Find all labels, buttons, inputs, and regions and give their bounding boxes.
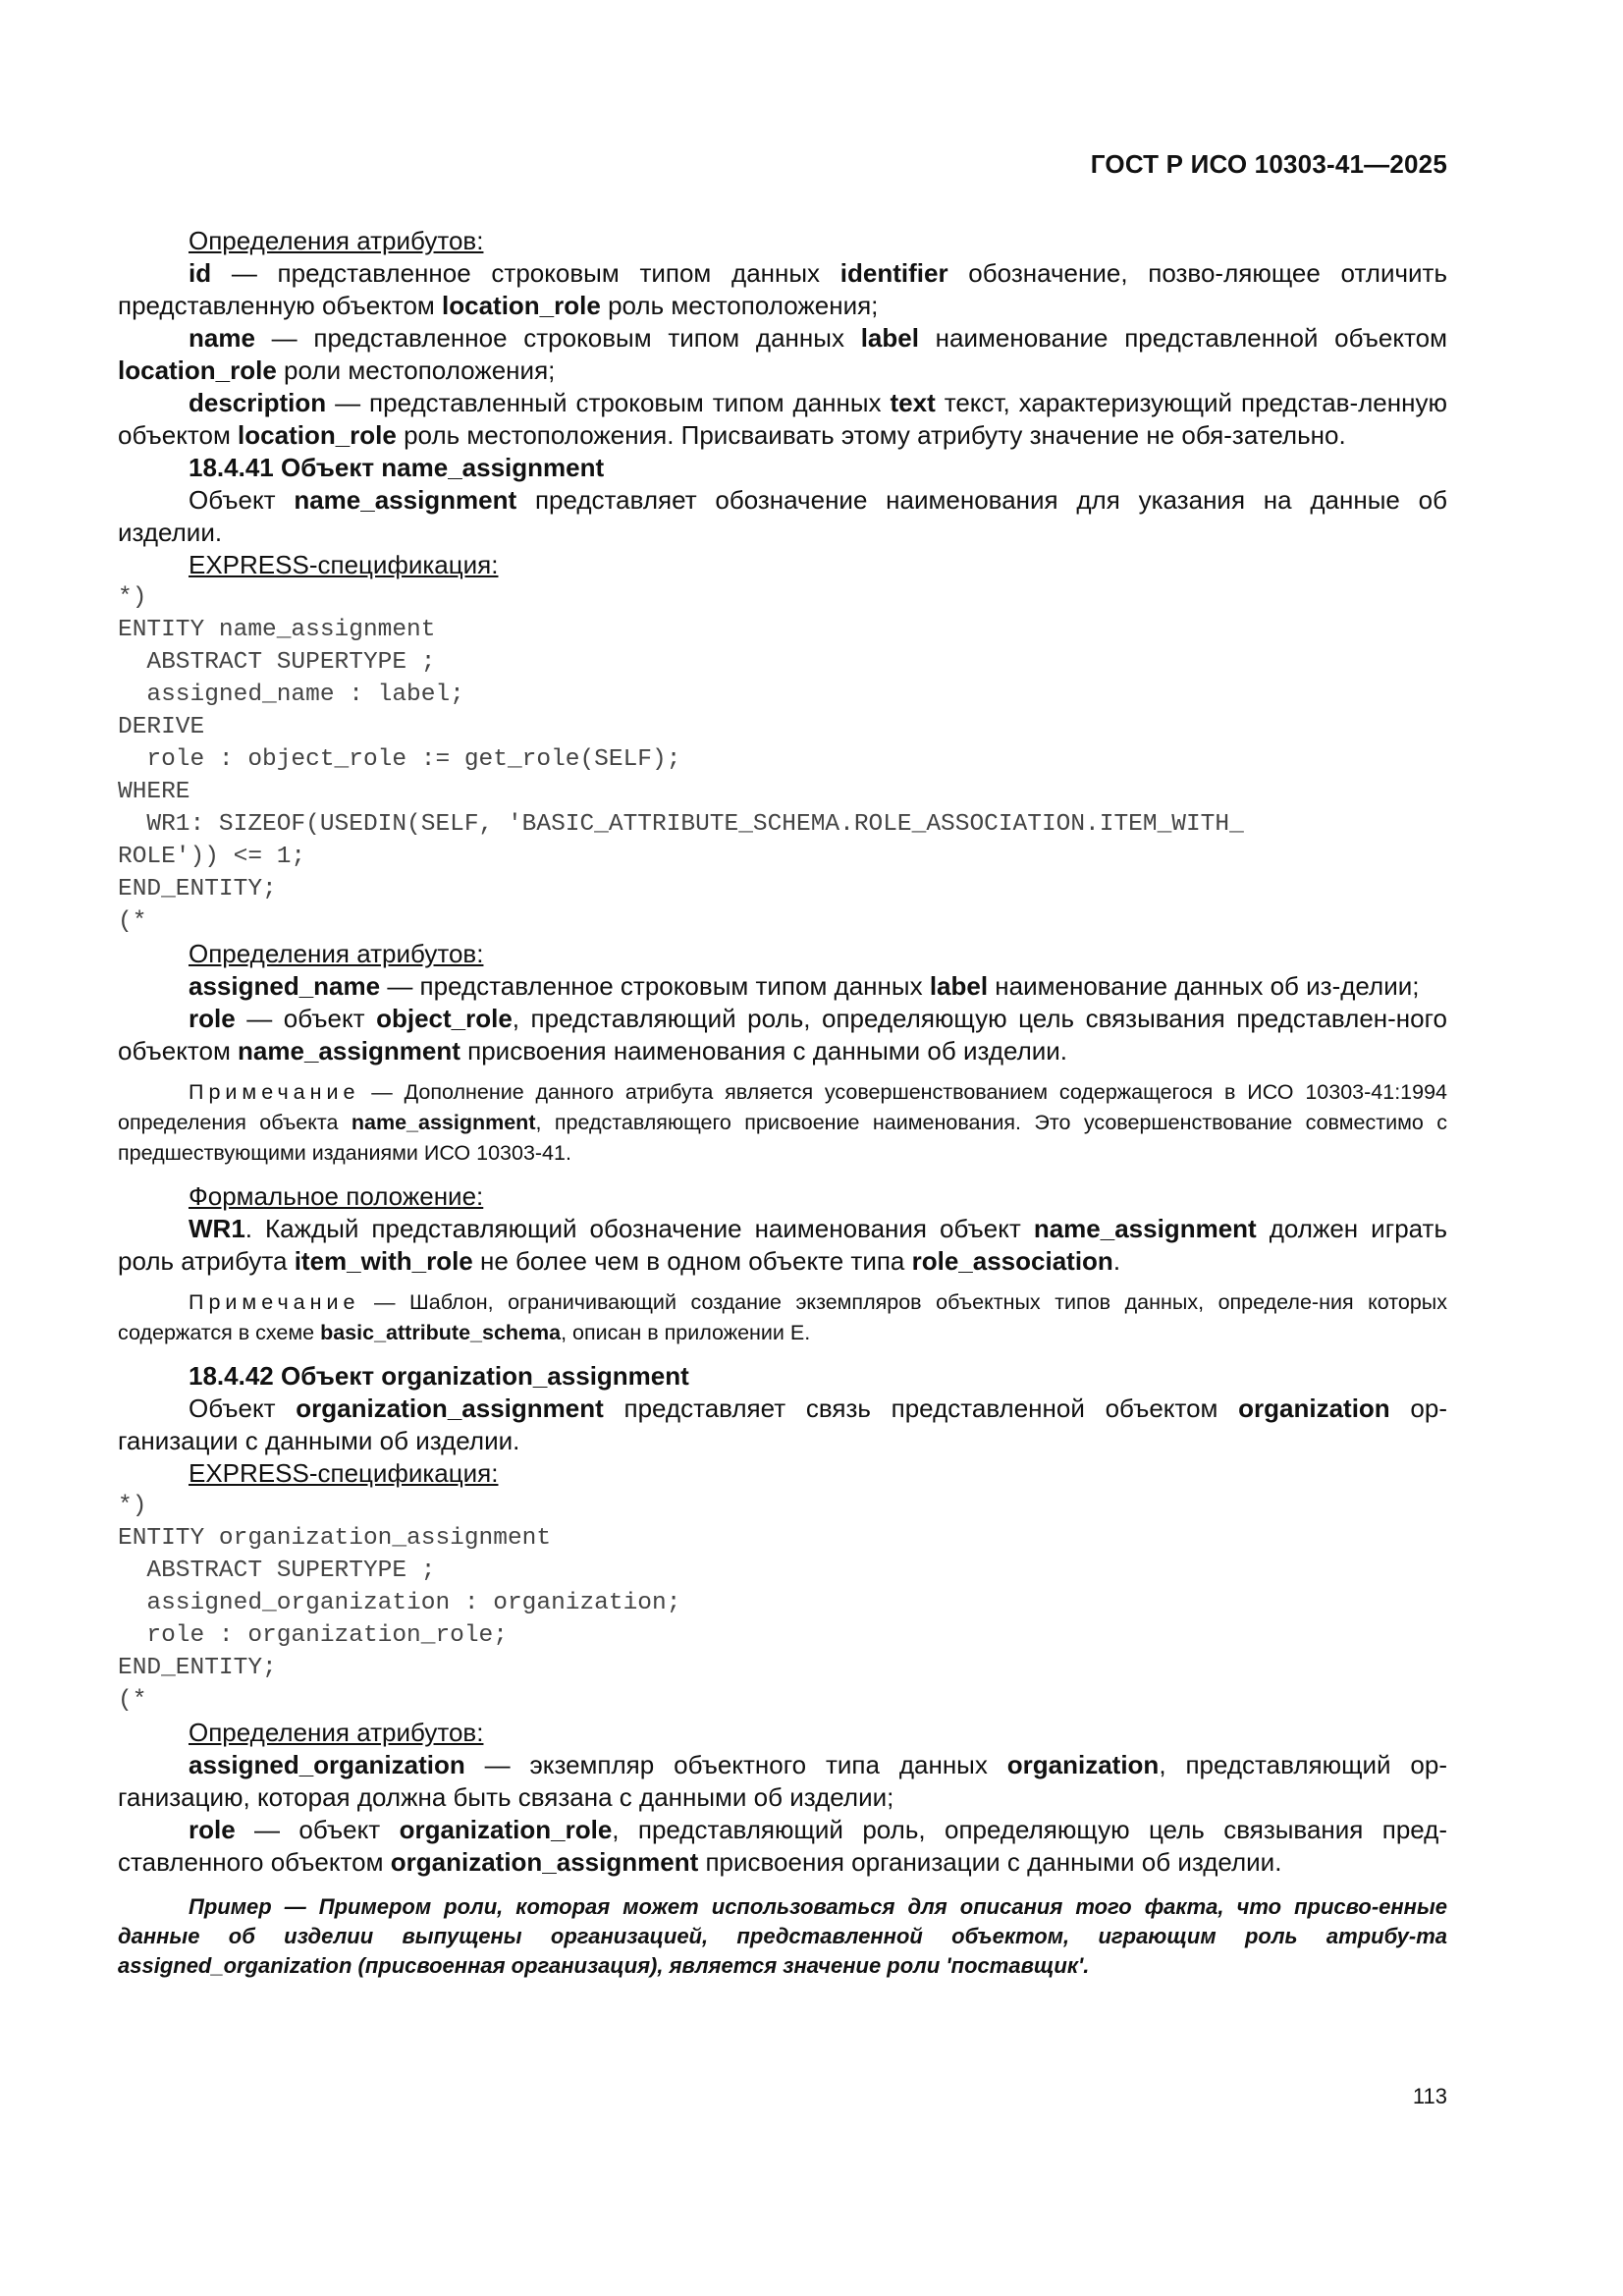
document-header: ГОСТ Р ИСО 10303-41—2025	[1090, 149, 1447, 179]
note-1: Примечание — Дополнение данного атрибута является усовершенствованием содержащегося в ИСО 10303-41:1994 определения объекта name_assignment, представляющего присвоение наименования. Это усовершенствование совместимо с предшествующими изданиями ИСО 10303-41.	[118, 1080, 1447, 1165]
rule-wr1: WR1. Каждый представляющий обозначение наименования объект name_assignment должен играть роль атрибута item_with_role не более чем в одном объекте типа role_association.	[118, 1214, 1447, 1276]
attr-def-description: description — представленный строковым типом данных text текст, характеризующий представ-ленную объектом location_role роль местоположения. Присваивать этому атрибуту значение не обя-зательно.	[118, 388, 1447, 450]
document-body	[118, 225, 1447, 1981]
formal-label: Формальное положение:	[189, 1181, 484, 1211]
attr-def-assigned-name: assigned_name — представленное строковым типом данных label наименование данных об из-делии;	[189, 971, 1420, 1001]
page-number: 113	[1412, 2084, 1447, 2108]
attr-def-role: role — объект object_role, представляющий роль, определяющую цель связывания представлен-ного объектом name_assignment присвоения наименования с данными об изделии.	[118, 1004, 1447, 1066]
express-code-name-assignment: *) ENTITY name_assignment ABSTRACT SUPERTYPE ; assigned_name : label; DERIVE role : object_role := get_role(SELF); WHERE WR1: SIZEOF(USEDIN(SELF, 'BASIC_ATTRIBUTE_SCHEMA.ROLE_ASSOCIATION.ITEM_WITH_ ROLE')) <= 1; END_ENTITY; (*	[118, 584, 1244, 935]
attr-def-assigned-organization: assigned_organization — экземпляр объектного типа данных organization, представляющий ор-ганизацию, которая должна быть связана с данными об изделии;	[118, 1750, 1447, 1812]
attr-def-role: role — объект organization_role, представляющий роль, определяющую цель связывания пред-ставленного объектом organization_assignment присвоения организации с данными об изделии.	[118, 1815, 1447, 1877]
attr-def-name: name — представленное строковым типом данных label наименование представленной объектом location_role роли местоположения;	[118, 323, 1447, 385]
example-text: Пример — Примером роли, которая может использоваться для описания того факта, что присво-енные данные об изделии выпущены организацией, представленной объектом, играющим роль атрибу-та assigned_organization (присвоенная организация), является значение роли 'поставщик'.	[118, 1894, 1447, 1978]
express-code-organization-assignment: *) ENTITY organization_assignment ABSTRACT SUPERTYPE ; assigned_organization : organization; role : organization_role; END_ENTITY; (*	[118, 1493, 681, 1714]
note-2: Примечание — Шаблон, ограничивающий создание экземпляров объектных типов данных, определе-ния которых содержатся в схеме basic_attribute_schema, описан в приложении E.	[118, 1290, 1447, 1344]
intro-organization-assignment: Объект organization_assignment представляет связь представленной объектом organization ор-ганизации с данными об изделии.	[118, 1394, 1447, 1455]
attr-defs-label: Определения атрибутов:	[189, 1718, 484, 1747]
intro-name-assignment: Объект name_assignment представляет обозначение наименования для указания на данные об изделии.	[118, 485, 1447, 547]
attr-defs-label: Определения атрибутов:	[189, 226, 484, 255]
section-heading-organization-assignment: 18.4.42 Объект organization_assignment	[189, 1361, 689, 1391]
attr-def-id: id — представленное строковым типом данных identifier обозначение, позво-ляющее отличить представленную объектом location_role роль местоположения;	[118, 258, 1448, 320]
section-heading-name-assignment: 18.4.41 Объект name_assignment	[189, 453, 605, 482]
express-spec-label: EXPRESS-спецификация:	[189, 1458, 499, 1488]
express-spec-label: EXPRESS-спецификация:	[189, 550, 499, 579]
attr-defs-label: Определения атрибутов:	[189, 939, 484, 968]
